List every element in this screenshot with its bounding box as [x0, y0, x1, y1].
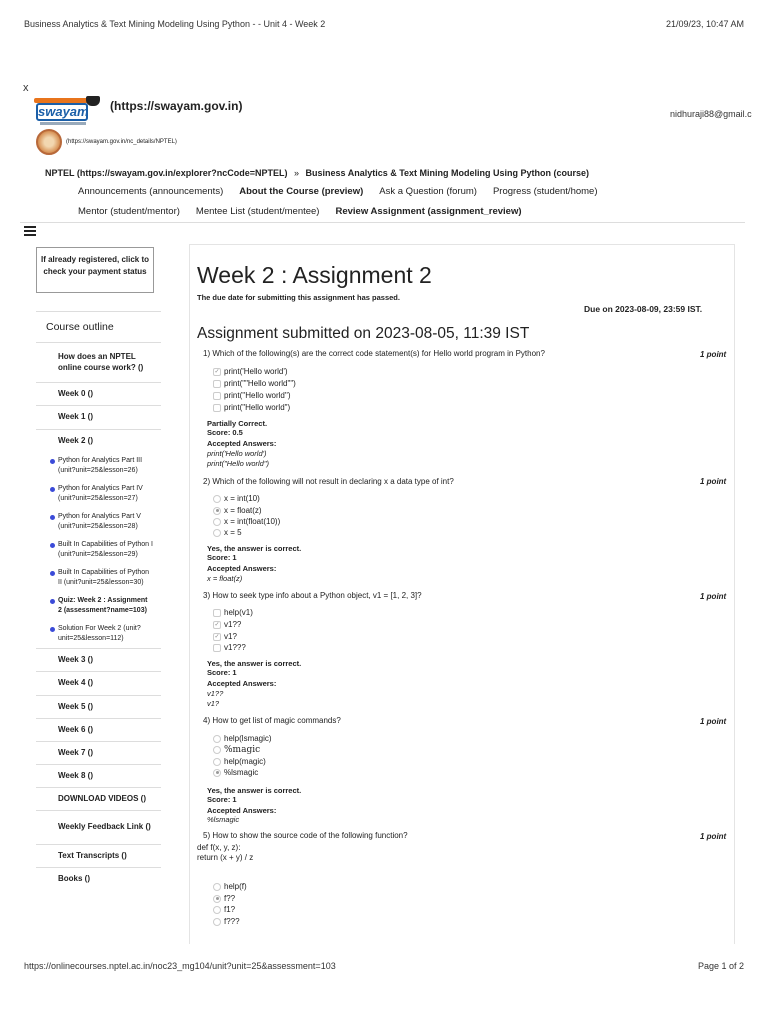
outline-item-books[interactable]: Books () [58, 874, 90, 884]
option-label: x = int(10) [224, 494, 260, 503]
breadcrumb [45, 168, 589, 178]
q1-option-4[interactable] [213, 403, 290, 412]
q4-option-1[interactable] [213, 734, 272, 743]
option-label: help(magic) [224, 757, 266, 766]
outline-item-week-7[interactable]: Week 7 () [36, 742, 161, 765]
option-label: print(""Hello world"") [224, 379, 296, 388]
radio-icon[interactable] [213, 518, 221, 526]
outline-item-week-1[interactable]: Week 1 () [36, 406, 161, 430]
option-label: print(''Hello world'') [224, 391, 291, 400]
option-label: x = int(float(10)) [224, 517, 281, 526]
tab-progress[interactable]: Progress (student/home) [492, 186, 598, 197]
q2-option-2[interactable] [213, 506, 262, 515]
option-label: %magic [224, 745, 261, 755]
option-label: v1?? [224, 620, 242, 629]
checkbox-icon[interactable] [213, 380, 221, 388]
checkbox-checked-icon[interactable]: ✓ [214, 622, 220, 628]
q5-option-1[interactable] [213, 882, 247, 891]
due-passed-notice: The due date for submitting this assignment has passed. [197, 293, 400, 302]
q5-code-line-1: def f(x, y, z): [197, 843, 241, 852]
radio-icon[interactable] [213, 529, 221, 537]
breadcrumb-nptel[interactable]: NPTEL (https://swayam.gov.in/explorer?ncCode=NPTEL) [45, 168, 288, 178]
q2-status: Yes, the answer is correct. [207, 544, 302, 553]
q5-code-line-2: return (x + y) / z [197, 853, 254, 862]
q3-accepted-answer-2: v1? [207, 699, 220, 708]
option-label: help(f) [224, 882, 247, 891]
outline-item-week-6[interactable]: Week 6 () [36, 719, 161, 742]
outline-item-text-transcripts[interactable]: Text Transcripts () [36, 845, 161, 868]
lesson-python-analytics-4[interactable]: Python for Analytics Part IV (unit?unit=25&lesson=27) [36, 480, 161, 508]
question-5-points: 1 point [700, 832, 727, 841]
q2-accepted-label: Accepted Answers: [207, 564, 277, 573]
q5-option-4[interactable] [213, 917, 240, 926]
q3-option-2[interactable] [213, 620, 241, 629]
tab-ask-question[interactable]: Ask a Question (forum) [379, 186, 477, 197]
q2-option-1[interactable] [213, 494, 260, 503]
outline-item-week-0[interactable]: Week 0 () [36, 383, 161, 406]
option-label: v1??? [224, 643, 246, 652]
q5-option-2[interactable] [213, 894, 235, 903]
option-label: help(v1) [224, 608, 253, 617]
outline-item-week-8[interactable]: Week 8 () [36, 765, 161, 788]
question-3-text: 3) How to seek type info about a Python object, v1 = [1, 2, 3]? [203, 591, 422, 600]
print-title: Business Analytics & Text Mining Modeling Using Python - - Unit 4 - Week 2 [24, 19, 326, 29]
course-outline [36, 311, 161, 891]
option-label: print("Hello world") [224, 403, 291, 412]
radio-icon[interactable] [213, 735, 221, 743]
outline-item-week-2[interactable]: Week 2 () [58, 435, 93, 445]
q3-option-1[interactable] [213, 608, 253, 617]
payment-status-button[interactable]: If already registered, click to check your payment status [36, 247, 154, 293]
option-label: f?? [224, 894, 236, 903]
q1-option-3[interactable] [213, 391, 291, 400]
q4-status: Yes, the answer is correct. [207, 786, 302, 795]
q1-accepted-answer-1: print('Hello world') [207, 449, 267, 458]
course-outline-title: Course outline [36, 312, 161, 343]
submission-timestamp: Assignment submitted on 2023-08-05, 11:39 IST [197, 325, 530, 342]
print-page-number: Page 1 of 2 [697, 961, 744, 971]
checkbox-checked-icon[interactable]: ✓ [214, 634, 220, 640]
q1-accepted-answer-2: print("Hello world") [207, 459, 270, 468]
checkbox-icon[interactable] [213, 392, 221, 400]
radio-icon[interactable] [213, 883, 221, 891]
option-label: help(lsmagic) [224, 734, 272, 743]
breadcrumb-course[interactable]: Business Analytics & Text Mining Modeling Using Python (course) [305, 168, 590, 178]
outline-item-week-3[interactable]: Week 3 () [36, 649, 161, 672]
option-label: f??? [224, 917, 240, 926]
option-label: x = float(z) [224, 506, 262, 515]
lesson-builtin-capabilities-1[interactable]: Built In Capabilities of Python I (unit?unit=25&lesson=29) [36, 536, 161, 564]
question-1-text: 1) Which of the following(s) are the correct code statement(s) for Hello world program in Python? [203, 349, 545, 358]
q5-option-3[interactable] [213, 905, 235, 914]
print-url: https://onlinecourses.nptel.ac.in/noc23_mg104/unit?unit=25&assessment=103 [24, 961, 336, 971]
radio-icon[interactable] [213, 758, 221, 766]
print-footer [24, 961, 744, 971]
nptel-link[interactable]: (https://swayam.gov.in/nc_details/NPTEL) [66, 139, 177, 145]
option-label: %lsmagic [224, 768, 259, 777]
question-4-text: 4) How to get list of magic commands? [203, 716, 341, 725]
outline-item-download-videos[interactable]: DOWNLOAD VIDEOS () [36, 788, 161, 811]
radio-icon[interactable] [213, 906, 221, 914]
q4-accepted-answer-1: %lsmagic [207, 815, 240, 824]
q3-option-4[interactable] [213, 643, 246, 652]
radio-selected-icon[interactable] [213, 769, 221, 777]
question-4-points: 1 point [700, 717, 727, 726]
print-datetime: 21/09/23, 10:47 AM [665, 19, 744, 29]
radio-selected-icon[interactable] [213, 507, 221, 515]
q4-option-4[interactable] [213, 768, 258, 777]
radio-icon[interactable] [213, 918, 221, 926]
logo-tagline [40, 122, 86, 125]
q4-option-3[interactable] [213, 757, 266, 766]
q1-score: Score: 0.5 [207, 428, 243, 437]
q4-accepted-label: Accepted Answers: [207, 806, 277, 815]
tab-about[interactable]: About the Course (preview) [239, 186, 364, 197]
lesson-quiz-week-2[interactable]: Quiz: Week 2 : Assignment 2 (assessment?name=103) [36, 592, 161, 620]
q3-status: Yes, the answer is correct. [207, 659, 302, 668]
hamburger-menu-icon[interactable] [24, 226, 36, 238]
tab-mentee-list[interactable]: Mentee List (student/mentee) [195, 206, 320, 217]
user-email[interactable]: nidhuraji88@gmail.c [670, 109, 752, 119]
q1-accepted-label: Accepted Answers: [207, 439, 277, 448]
swayam-link[interactable]: (https://swayam.gov.in) [110, 99, 243, 113]
checkbox-icon[interactable] [213, 609, 221, 617]
checkbox-icon[interactable] [213, 404, 221, 412]
course-nav-row-1 [78, 186, 598, 197]
checkbox-icon[interactable] [213, 644, 221, 652]
lesson-builtin-capabilities-2[interactable]: Built In Capabilities of Python II (unit?unit=25&lesson=30) [36, 564, 161, 592]
q4-score: Score: 1 [207, 795, 237, 804]
q1-option-2[interactable] [213, 379, 296, 388]
q4-option-2[interactable] [213, 745, 260, 755]
radio-selected-icon[interactable] [213, 895, 221, 903]
question-1-points: 1 point [700, 350, 727, 359]
option-label: print('Hello world') [224, 367, 288, 376]
q2-option-4[interactable] [213, 528, 242, 537]
lesson-python-analytics-3[interactable]: Python for Analytics Part III (unit?unit=25&lesson=26) [36, 452, 161, 480]
q1-option-1[interactable] [213, 367, 288, 376]
nav-divider [20, 222, 745, 223]
q3-accepted-answer-1: v1?? [207, 689, 224, 698]
radio-icon[interactable] [213, 495, 221, 503]
swayam-brand[interactable] [34, 98, 242, 128]
q2-score: Score: 1 [207, 553, 237, 562]
option-label: x = 5 [224, 528, 242, 537]
swayam-logo[interactable] [34, 98, 106, 128]
tab-review-assignment[interactable]: Review Assignment (assignment_review) [335, 206, 522, 217]
radio-icon[interactable] [213, 746, 221, 754]
q1-status: Partially Correct. [207, 419, 268, 428]
question-5-text: 5) How to show the source code of the following function? [203, 831, 408, 840]
q2-accepted-answer-1: x = float(z) [207, 574, 243, 583]
nptel-logo[interactable] [36, 129, 62, 155]
swayam-logo-wordmark: swayam [38, 104, 89, 119]
question-3-points: 1 point [700, 592, 727, 601]
q3-accepted-label: Accepted Answers: [207, 679, 277, 688]
q2-option-3[interactable] [213, 517, 280, 526]
breadcrumb-separator: » [293, 168, 299, 178]
nptel-brand[interactable] [36, 129, 177, 155]
outline-item-weekly-feedback[interactable]: Weekly Feedback Link () [36, 811, 161, 845]
checkbox-checked-icon[interactable]: ✓ [214, 369, 220, 375]
lesson-solution-week-2[interactable]: Solution For Week 2 (unit?unit=25&lesson=112) [36, 620, 161, 648]
print-header [24, 19, 744, 29]
course-nav-row-2 [78, 206, 522, 217]
outline-item-week-4[interactable]: Week 4 () [36, 672, 161, 696]
option-label: f1? [224, 905, 236, 914]
question-2-text: 2) Which of the following will not result in declaring x a data type of int? [203, 477, 454, 486]
option-label: v1? [224, 632, 237, 641]
outline-item-week-5[interactable]: Week 5 () [36, 696, 161, 719]
week-2-lessons [36, 452, 161, 649]
due-date: Due on 2023-08-09, 23:59 IST. [584, 304, 703, 314]
tab-mentor[interactable]: Mentor (student/mentor) [78, 206, 180, 217]
tab-announcements[interactable]: Announcements (announcements) [78, 186, 224, 197]
close-icon[interactable]: x [23, 82, 29, 94]
outline-item-how-it-works[interactable]: How does an NPTEL online course work? () [36, 343, 161, 383]
q3-option-3[interactable] [213, 632, 237, 641]
q3-score: Score: 1 [207, 668, 237, 677]
question-2-points: 1 point [700, 477, 727, 486]
lesson-python-analytics-5[interactable]: Python for Analytics Part V (unit?unit=25&lesson=28) [36, 508, 161, 536]
page-title: Week 2 : Assignment 2 [197, 262, 432, 288]
